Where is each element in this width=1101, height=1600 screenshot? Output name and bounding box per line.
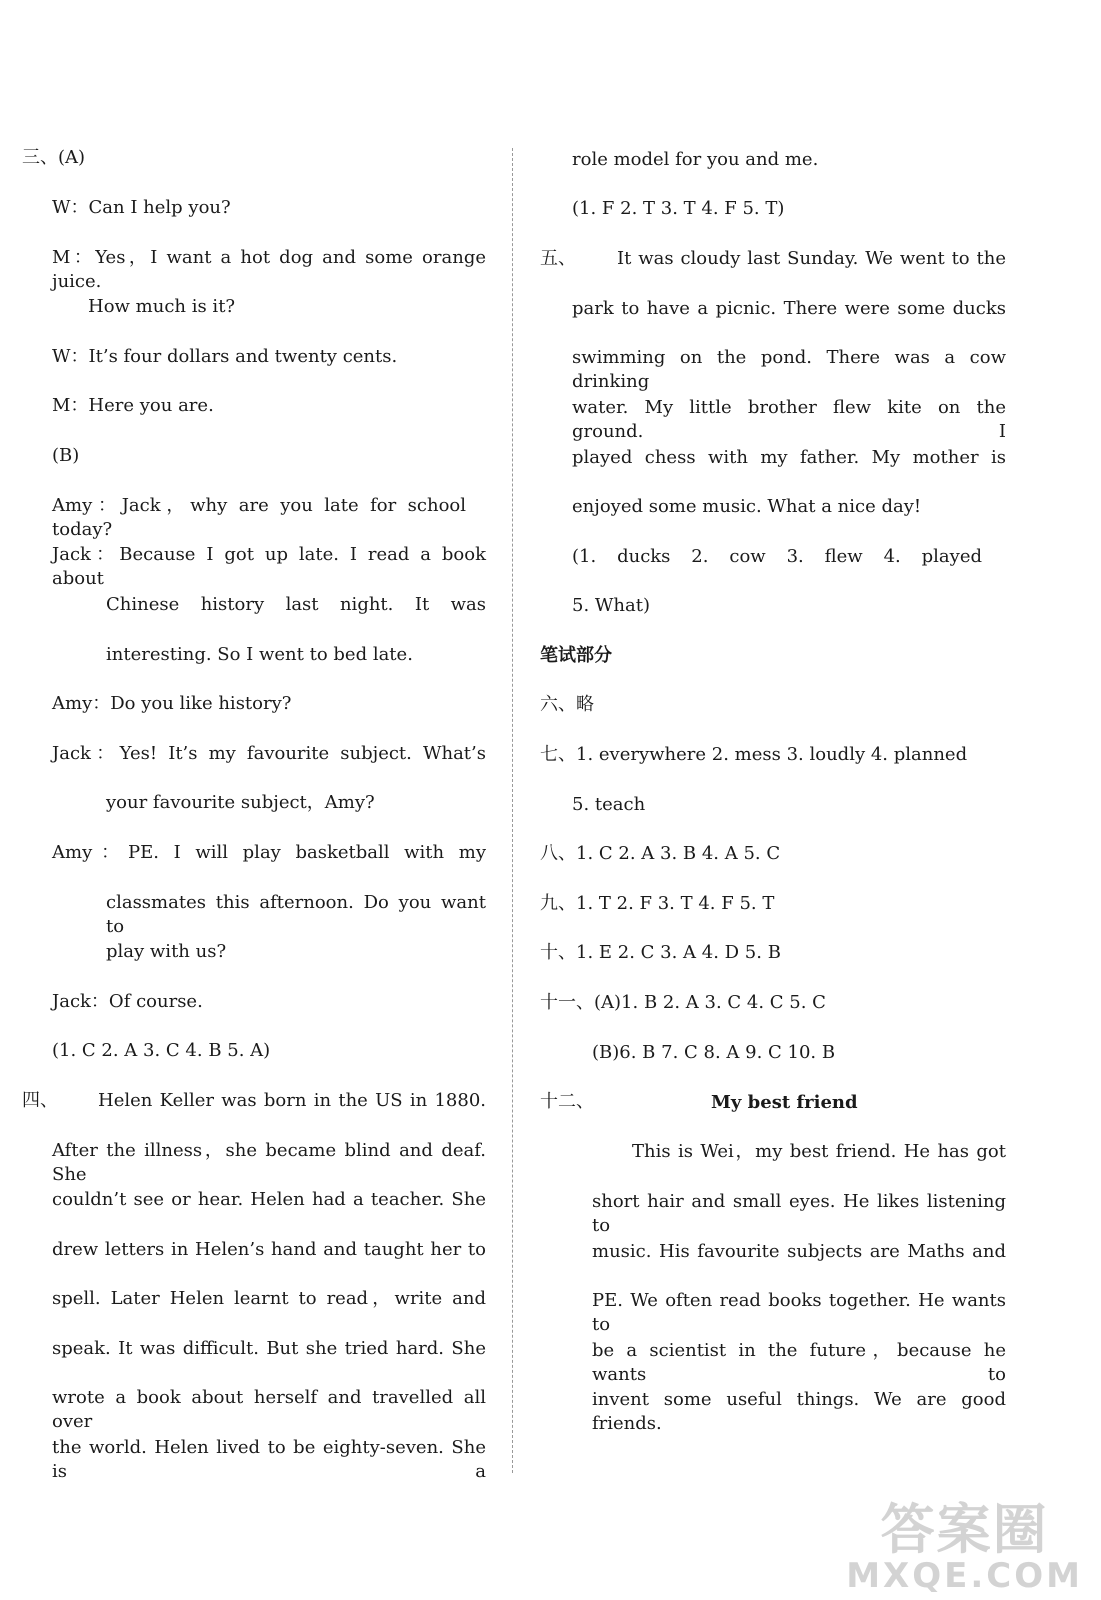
watermark-domain: MXQE.COM [846, 1556, 1083, 1596]
answer-key: (1. C 2. A 3. C 4. B 5. A) [52, 1040, 271, 1061]
essay-line: music. His favourite subjects are Maths and [592, 1241, 1006, 1262]
section-7-answer: 5. teach [572, 794, 646, 815]
passage-line: enjoyed some music. What a nice day! [572, 496, 922, 517]
passage-line: played chess with my father. My mother is [572, 447, 1006, 468]
dialogue-line: Jack：Yes! It’s my favourite subject. What’s [52, 743, 486, 764]
dialogue-line: Amy：Do you like history? [52, 693, 292, 714]
dialogue-line: Amy：PE. I will play basketball with my [52, 842, 486, 863]
section-8-answer: 八、1. C 2. A 3. B 4. A 5. C [540, 843, 781, 864]
section-10-answer: 十、1. E 2. C 3. A 4. D 5. B [540, 942, 781, 963]
passage-line: park to have a picnic. There were some ducks [572, 298, 1006, 319]
dialogue-line: Amy：Jack，why are you late for school today? [52, 495, 466, 540]
watermark-logo: 答案圈 [880, 1498, 1049, 1561]
dialogue-line: Jack：Because I got up late. I read a book about [52, 544, 486, 589]
essay-line: short hair and small eyes. He likes listening to [592, 1191, 1006, 1236]
subsection-b-label: (B) [52, 445, 80, 466]
dialogue-line: classmates this afternoon. Do you want to [106, 892, 486, 937]
dialogue-line: play with us? [106, 941, 227, 962]
section-5-label: 五、 [540, 248, 576, 269]
essay-line: PE. We often read books together. He wants to [592, 1290, 1006, 1335]
answer-key: 5. What) [572, 595, 650, 616]
dialogue-line: W：Can I help you? [52, 197, 231, 218]
passage-line: speak. It was difficult. But she tried hard. She [52, 1338, 486, 1359]
essay-line: be a scientist in the future，because he wants to [592, 1340, 1006, 1385]
passage-line: the world. Helen lived to be eighty-seven. She is a [52, 1437, 486, 1482]
dialogue-line: Jack：Of course. [52, 991, 203, 1012]
essay-line: invent some useful things. We are good friends. [592, 1389, 1006, 1434]
passage-line: drew letters in Helen’s hand and taught her to [52, 1239, 486, 1260]
watermark [846, 1498, 1083, 1596]
answer-key: (1. F 2. T 3. T 4. F 5. T) [572, 198, 785, 219]
essay-title: My best friend [711, 1092, 858, 1113]
dialogue-line: your favourite subject，Amy? [106, 792, 375, 813]
passage-line: swimming on the pond. There was a cow drinking [572, 347, 1006, 392]
section-4-label: 四、 [22, 1090, 58, 1111]
section-7-answer: 七、1. everywhere 2. mess 3. loudly 4. planned [540, 744, 968, 765]
passage-line: role model for you and me. [572, 149, 819, 170]
section-6-answer: 六、略 [540, 694, 594, 715]
section-11-answer: (B)6. B 7. C 8. A 9. C 10. B [592, 1042, 836, 1063]
dialogue-line: M：Yes，I want a hot dog and some orange juice. [52, 247, 486, 292]
dialogue-line: interesting. So I went to bed late. [106, 644, 413, 665]
column-divider [512, 148, 513, 1473]
essay-line: This is Wei，my best friend. He has got [632, 1141, 1006, 1162]
passage-line: couldn’t see or hear. Helen had a teacher. She [52, 1189, 486, 1210]
passage-line: After the illness，she became blind and deaf. She [52, 1140, 486, 1185]
passage-line: wrote a book about herself and travelled all over [52, 1387, 486, 1432]
passage-line: spell. Later Helen learnt to read，write and [52, 1288, 486, 1309]
dialogue-line: W：It’s four dollars and twenty cents. [52, 346, 398, 367]
passage-line: It was cloudy last Sunday. We went to the [617, 248, 1006, 269]
answer-key: (1. ducks 2. cow 3. flew 4. played [572, 546, 982, 567]
written-part-heading: 笔试部分 [540, 645, 612, 666]
passage-line: Helen Keller was born in the US in 1880. [98, 1090, 486, 1111]
passage-line: water. My little brother flew kite on the ground. I [572, 397, 1006, 442]
section-9-answer: 九、1. T 2. F 3. T 4. F 5. T [540, 893, 775, 914]
section-12-label: 十二、 [540, 1091, 594, 1112]
section-11-answer: 十一、(A)1. B 2. A 3. C 4. C 5. C [540, 992, 826, 1013]
dialogue-line: Chinese history last night. It was [106, 594, 486, 615]
dialogue-line: M：Here you are. [52, 395, 214, 416]
section-3-heading: 三、(A) [22, 147, 86, 168]
dialogue-line: How much is it? [88, 296, 236, 317]
